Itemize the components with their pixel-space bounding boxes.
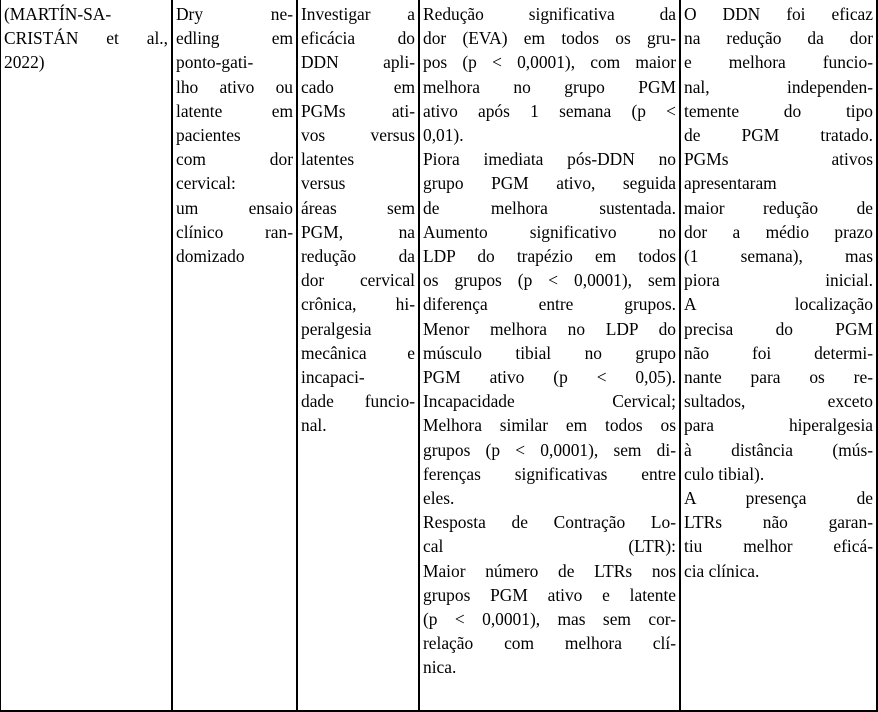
conclusion-line: cia clínica. [684,560,760,581]
objective-line: cado em [301,76,415,97]
objective-cell [297,0,419,711]
conclusion-line: culo tibial). [684,463,765,484]
objective-line: Investigar a [301,4,415,24]
conclusion-line: LTRs não garan- [684,512,873,533]
conclusion-line: O DDN foi eficaz [684,4,873,24]
results-line: cal (LTR): [423,536,676,557]
results-line: eles. [423,488,455,509]
results-line: grupos (p < 0,0001), sem di- [423,439,676,460]
conclusion-line: maior redução de [684,197,873,218]
author-cell [1,0,173,711]
objective-line: versus [301,173,346,194]
objective-line: latentes [301,149,355,170]
objective-line: dor cervical [301,270,415,291]
results-line: (p < 0,0001), mas sem cor- [423,609,676,630]
conclusion-line: dor a médio prazo [684,221,873,242]
objective-line: crônica, hi- [301,294,415,315]
results-line: Redução significativa da [423,4,676,24]
conclusion-line: precisa do PGM [684,318,873,339]
results-line: grupo PGM ativo, seguida [423,173,676,194]
results-line: Incapacidade Cervical; [423,391,676,412]
title-line: com dor [176,149,293,170]
results-line: músculo tibial no grupo [423,342,676,363]
objective-line: peralgesia [301,318,372,339]
conclusion-line: A localização [684,294,873,315]
title-line: edling em [176,28,293,49]
conclusion-line: tiu melhor eficá- [684,536,873,557]
conclusion-line: não foi determi- [684,342,873,363]
conclusion-line: e melhora funcio- [684,52,873,73]
conclusion-line: apresentaram [684,173,777,194]
conclusion-line: para hiperalgesia [684,415,873,436]
objective-line: PGMs ati- [301,100,415,121]
results-line: grupos PGM ativo e latente [423,584,676,605]
results-line: os grupos (p < 0,0001), sem [423,270,676,291]
results-line: Menor melhora no LDP do [423,318,676,339]
objective-line: nal. [301,415,327,436]
author-line: CRISTÁN et al., [4,28,168,49]
objective-line: PGM, na [301,221,415,242]
results-line: ativo após 1 semana (p < [423,100,676,121]
objective-line: eficácia do [301,28,415,49]
results-line: Maior número de LTRs nos [423,560,676,581]
results-line: Piora imediata pós-DDN no [423,149,676,170]
objective-line: áreas sem [301,197,415,218]
results-line: pos (p < 0,0001), com maior [423,52,676,73]
objective-line: DDN apli- [301,52,415,73]
results-line: Melhora similar em todos os [423,415,676,436]
title-line: latente em [176,100,293,121]
conclusion-cell [680,0,877,711]
conclusion-line: nante para os re- [684,367,873,388]
title-line: pacientes [176,125,241,146]
conclusion-line: piora inicial. [684,270,873,291]
conclusion-line: temente do tipo [684,100,873,121]
conclusion-line: à distância (mús- [684,439,873,460]
results-line: melhora no grupo PGM [423,76,676,97]
results-line: relação com melhora clí- [423,633,676,654]
results-line: Resposta de Contração Lo- [423,512,676,533]
title-line: Dry ne- [176,4,293,24]
conclusion-line: de PGM tratado. [684,125,873,146]
objective-line: incapaci- [301,367,365,388]
results-cell [419,0,680,711]
title-cell [172,0,297,711]
objective-line: dade funcio- [301,391,415,412]
conclusion-line: A presença de [684,488,873,509]
results-line: nica. [423,657,457,678]
conclusion-line: (1 semana), mas [684,246,873,267]
author-line: 2022) [4,52,45,73]
conclusion-line: PGMs ativos [684,149,873,170]
objective-line: vos versus [301,125,415,146]
title-line: cervical: [176,173,236,194]
author-line: (MARTÍN-SA- [4,4,112,24]
conclusion-line: nal, independen- [684,76,873,97]
results-line: diferença entre grupos. [423,294,676,315]
results-line: ferenças significativas entre [423,463,676,484]
objective-line: redução da [301,246,415,267]
results-line: de melhora sustentada. [423,197,676,218]
title-line: lho ativo ou [176,76,293,97]
results-line: Aumento significativo no [423,221,676,242]
results-line: 0,01). [423,125,464,146]
objective-line: mecânica e [301,342,415,363]
results-line: dor (EVA) em todos os gru- [423,28,676,49]
title-line: domizado [176,246,245,267]
title-line: clínico ran- [176,221,293,242]
conclusion-line: na redução da dor [684,28,873,49]
table-row [1,0,878,711]
results-line: LDP do trapézio em todos [423,246,676,267]
conclusion-line: sultados, exceto [684,391,873,412]
title-line: ponto-gati- [176,52,254,73]
title-line: um ensaio [176,197,293,218]
results-line: PGM ativo (p < 0,05). [423,367,676,388]
